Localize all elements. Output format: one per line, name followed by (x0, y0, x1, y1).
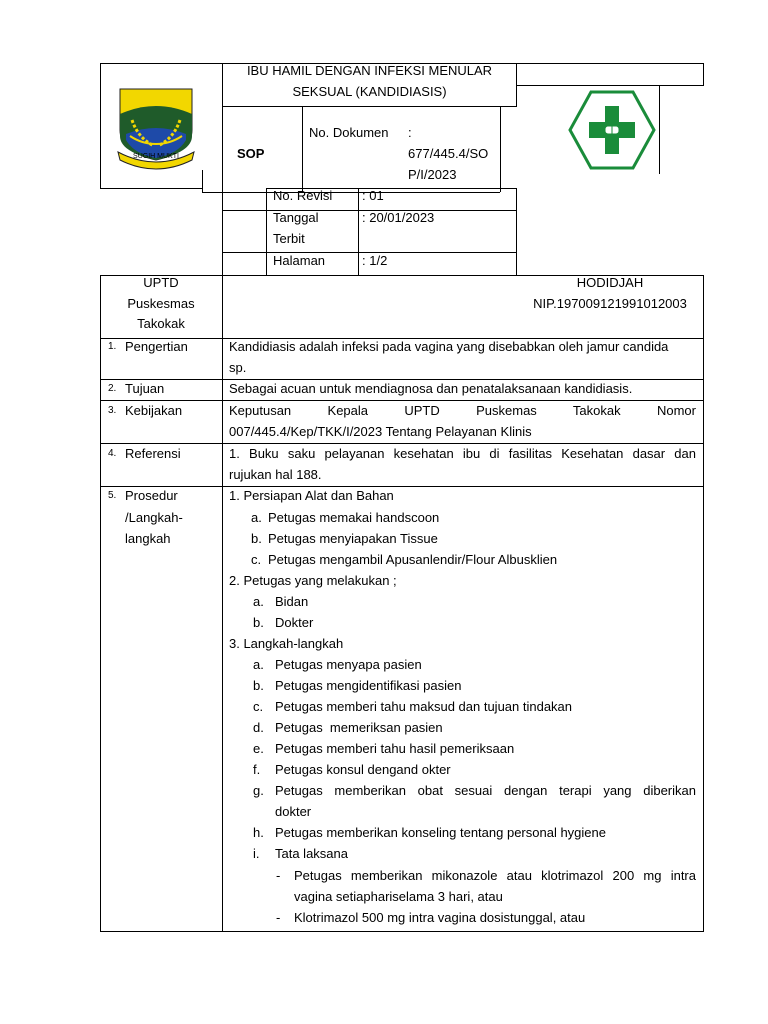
list-marker: d. (253, 720, 264, 735)
list-marker: b. (251, 531, 262, 546)
revisi-label: No. Revisi (273, 188, 333, 203)
header-line (266, 188, 267, 275)
list-item: Petugas konsul dengand okter (275, 762, 451, 777)
list-marker: - (276, 910, 281, 925)
procedure-section-heading: 2. Petugas yang melakukan ; (229, 573, 397, 588)
header-line (500, 106, 501, 192)
tanggal-value: : 20/01/2023 (362, 210, 435, 225)
list-item: Petugas memeriksan pasien (275, 720, 443, 735)
tanggal-label: Tanggal (273, 210, 319, 225)
list-item: Petugas memberi tahu maksud dan tujuan tindakan (275, 699, 573, 714)
header-line (516, 85, 704, 86)
list-marker: - (276, 868, 281, 883)
dokumen-value: 677/445.4/SO (408, 146, 489, 161)
dokumen-label: No. Dokumen (309, 125, 389, 140)
row-number: 2. (108, 383, 117, 394)
list-item: Petugas memberikan obat sesuai dengan terapi yang diberikan (275, 783, 696, 798)
header-line (202, 170, 203, 192)
list-item: Dokter (275, 615, 314, 630)
list-item-continuation: vagina setiaphariselama 3 hari, atau (294, 889, 503, 904)
header-line (516, 188, 517, 275)
procedure-section-heading: 1. Persiapan Alat dan Bahan (229, 488, 394, 503)
row-label: /Langkah- (125, 510, 183, 525)
list-marker: a. (253, 657, 264, 672)
list-marker: b. (253, 678, 264, 693)
row-number: 3. (108, 405, 117, 416)
list-item: Petugas menyapa pasien (275, 657, 422, 672)
list-item: Petugas memberikan konseling tentang personal hygiene (275, 825, 606, 840)
list-marker: a. (253, 594, 264, 609)
revisi-value: : 01 (362, 188, 384, 203)
row-number: 5. (108, 490, 117, 501)
list-marker: e. (253, 741, 264, 756)
logo-motto: SUGIH MUKTI (133, 153, 179, 160)
row-label: Kebijakan (125, 403, 183, 418)
list-marker: c. (253, 699, 264, 714)
halaman-value: : 1/2 (362, 253, 388, 268)
procedure-section-heading: 3. Langkah-langkah (229, 636, 344, 651)
header-line (100, 63, 101, 189)
list-marker: f. (253, 762, 261, 777)
row-label: langkah (125, 531, 171, 546)
header-line (659, 85, 660, 174)
row-content: 1. Buku saku pelayanan kesehatan ibu di fasilitas Kesehatan dasar dan (229, 446, 696, 461)
header-line (302, 106, 303, 192)
table-line (703, 275, 704, 932)
row-number: 1. (108, 341, 117, 352)
header-line (358, 188, 359, 275)
table-line (100, 275, 101, 932)
row-content: sp. (229, 360, 247, 375)
header-line (202, 192, 500, 193)
row-content: rujukan hal 188. (229, 467, 322, 482)
list-marker: i. (253, 846, 260, 861)
halaman-label: Halaman (273, 253, 326, 268)
dokumen-colon: : (408, 125, 412, 140)
row-label: Pengertian (125, 339, 188, 354)
list-marker: c. (251, 552, 262, 567)
row-number: 4. (108, 448, 117, 459)
list-marker: h. (253, 825, 264, 840)
list-marker: a. (251, 510, 262, 525)
signer-name: HODIDJAH (576, 275, 644, 290)
puskesmas-logo (567, 90, 657, 170)
row-label: Prosedur (125, 488, 178, 503)
table-line (222, 275, 223, 932)
row-content: Kandidiasis adalah infeksi pada vagina yang disebabkan oleh jamur candida (229, 339, 669, 354)
row-content: Keputusan Kepala UPTD Puskemas Takokak Nomor (229, 403, 696, 418)
org-name: Puskesmas (127, 296, 195, 311)
row-label: Tujuan (125, 381, 165, 396)
org-name: Takokak (137, 316, 185, 331)
list-item-continuation: dokter (275, 804, 312, 819)
list-marker: g. (253, 783, 264, 798)
regency-logo (112, 86, 200, 172)
list-item: Klotrimazol 500 mg intra vagina dosistunggal, atau (294, 910, 586, 925)
tanggal-label: Terbit (273, 231, 305, 246)
row-content: Sebagai acuan untuk mendiagnosa dan penatalaksanaan kandidiasis. (229, 381, 633, 396)
list-item: Tata laksana (275, 846, 348, 861)
sop-title: IBU HAMIL DENGAN INFEKSI MENULAR (246, 63, 493, 78)
list-item: Petugas memakai handscoon (268, 510, 440, 525)
list-item: Petugas menyiapakan Tissue (268, 531, 438, 546)
list-item: Petugas memberikan mikonazole atau klotrimazol 200 mg intra (294, 868, 696, 883)
header-line (222, 106, 517, 107)
table-line (100, 486, 704, 487)
row-content: 007/445.4/Kep/TKK/I/2023 Tentang Pelayanan Klinis (229, 424, 532, 439)
list-marker: b. (253, 615, 264, 630)
org-name: UPTD (143, 275, 179, 290)
table-line (100, 931, 704, 932)
sop-title: SEKSUAL (KANDIDIASIS) (292, 84, 447, 99)
signer-nip: NIP.197009121991012003 (533, 296, 687, 311)
list-item: Bidan (275, 594, 309, 609)
dokumen-value: P/I/2023 (408, 167, 457, 182)
sop-label: SOP (237, 146, 265, 161)
list-item: Petugas memberi tahu hasil pemeriksaan (275, 741, 515, 756)
list-item: Petugas mengambil Apusanlendir/Flour Albusklien (268, 552, 558, 567)
header-line (703, 63, 704, 86)
list-item: Petugas mengidentifikasi pasien (275, 678, 462, 693)
row-label: Referensi (125, 446, 181, 461)
header-line (100, 188, 202, 189)
